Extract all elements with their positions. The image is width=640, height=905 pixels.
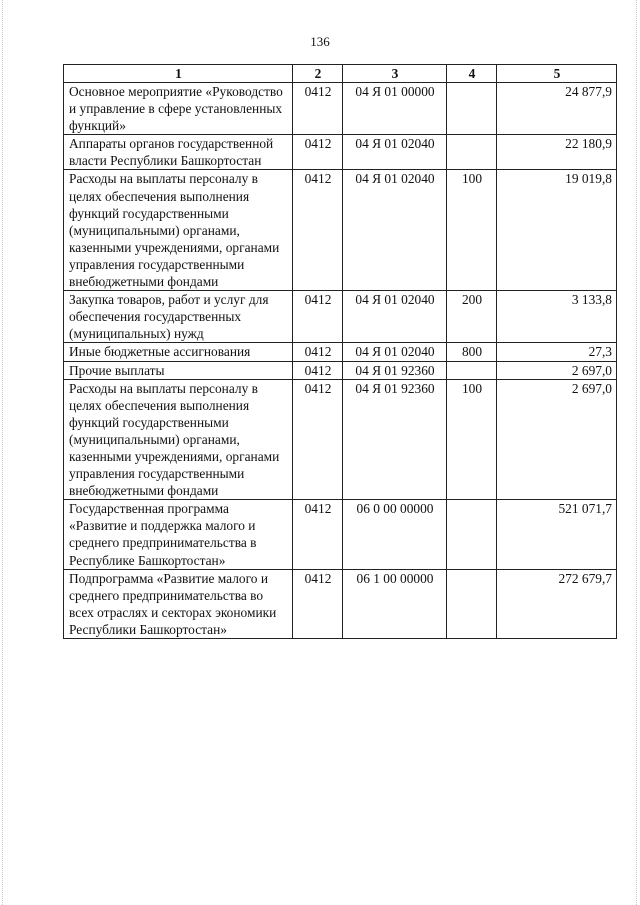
row-amount: 27,3 [497,343,617,361]
row-name: Государственная программа «Развитие и поддержка малого и среднего предпринимательства в Республике Башкортостан» [64,500,293,569]
row-amount: 22 180,9 [497,135,617,170]
right-edge-line [636,0,637,905]
row-target: 04 Я 01 02040 [343,291,447,343]
row-section: 0412 [293,135,343,170]
row-target: 06 1 00 00000 [343,569,447,638]
header-cell-2: 2 [293,65,343,83]
row-name: Расходы на выплаты персоналу в целях обеспечения выполнения функций государственными (муниципальными) органами, казенными учреждениями, органами управления государственными внебюджетными фондами [64,170,293,291]
row-type [447,135,497,170]
table-row [64,343,617,361]
table-row [64,569,617,638]
row-target: 04 Я 01 00000 [343,83,447,135]
row-target: 04 Я 01 92360 [343,361,447,379]
row-name: Иные бюджетные ассигнования [64,343,293,361]
table-row [64,379,617,500]
row-target: 04 Я 01 02040 [343,170,447,291]
row-name: Прочие выплаты [64,361,293,379]
table-row [64,170,617,291]
row-name: Аппараты органов государственной власти Республики Башкортостан [64,135,293,170]
row-target: 06 0 00 00000 [343,500,447,569]
table-row [64,291,617,343]
row-type: 100 [447,170,497,291]
row-name: Закупка товаров, работ и услуг для обеспечения государственных (муниципальных) нужд [64,291,293,343]
page-number: 136 [310,34,330,49]
row-type: 800 [447,343,497,361]
row-type: 100 [447,379,497,500]
table-row [64,361,617,379]
row-amount: 3 133,8 [497,291,617,343]
row-type [447,83,497,135]
row-section: 0412 [293,343,343,361]
row-section: 0412 [293,379,343,500]
header-row [64,65,617,83]
row-type [447,569,497,638]
table-row [64,135,617,170]
header-cell-1: 1 [64,65,293,83]
row-amount: 2 697,0 [497,361,617,379]
row-amount: 19 019,8 [497,170,617,291]
header-cell-5: 5 [497,65,617,83]
row-target: 04 Я 01 02040 [343,135,447,170]
row-type: 200 [447,291,497,343]
row-section: 0412 [293,361,343,379]
row-target: 04 Я 01 92360 [343,379,447,500]
row-section: 0412 [293,569,343,638]
header-cell-3: 3 [343,65,447,83]
header-cell-4: 4 [447,65,497,83]
left-edge-line [2,0,3,905]
row-name: Расходы на выплаты персоналу в целях обеспечения выполнения функций государственными (муниципальными) органами, казенными учреждениями, органами управления государственными внебюджетными фондами [64,379,293,500]
row-section: 0412 [293,500,343,569]
row-amount: 2 697,0 [497,379,617,500]
row-amount: 24 877,9 [497,83,617,135]
row-type [447,500,497,569]
row-target: 04 Я 01 02040 [343,343,447,361]
row-amount: 272 679,7 [497,569,617,638]
row-section: 0412 [293,291,343,343]
row-section: 0412 [293,170,343,291]
table-row [64,83,617,135]
table-row [64,500,617,569]
row-name: Основное мероприятие «Руководство и управление в сфере установленных функций» [64,83,293,135]
row-section: 0412 [293,83,343,135]
row-type [447,361,497,379]
row-name: Подпрограмма «Развитие малого и среднего предпринимательства во всех отраслях и секторах экономики Республики Башкортостан» [64,569,293,638]
budget-table [63,64,617,639]
row-amount: 521 071,7 [497,500,617,569]
